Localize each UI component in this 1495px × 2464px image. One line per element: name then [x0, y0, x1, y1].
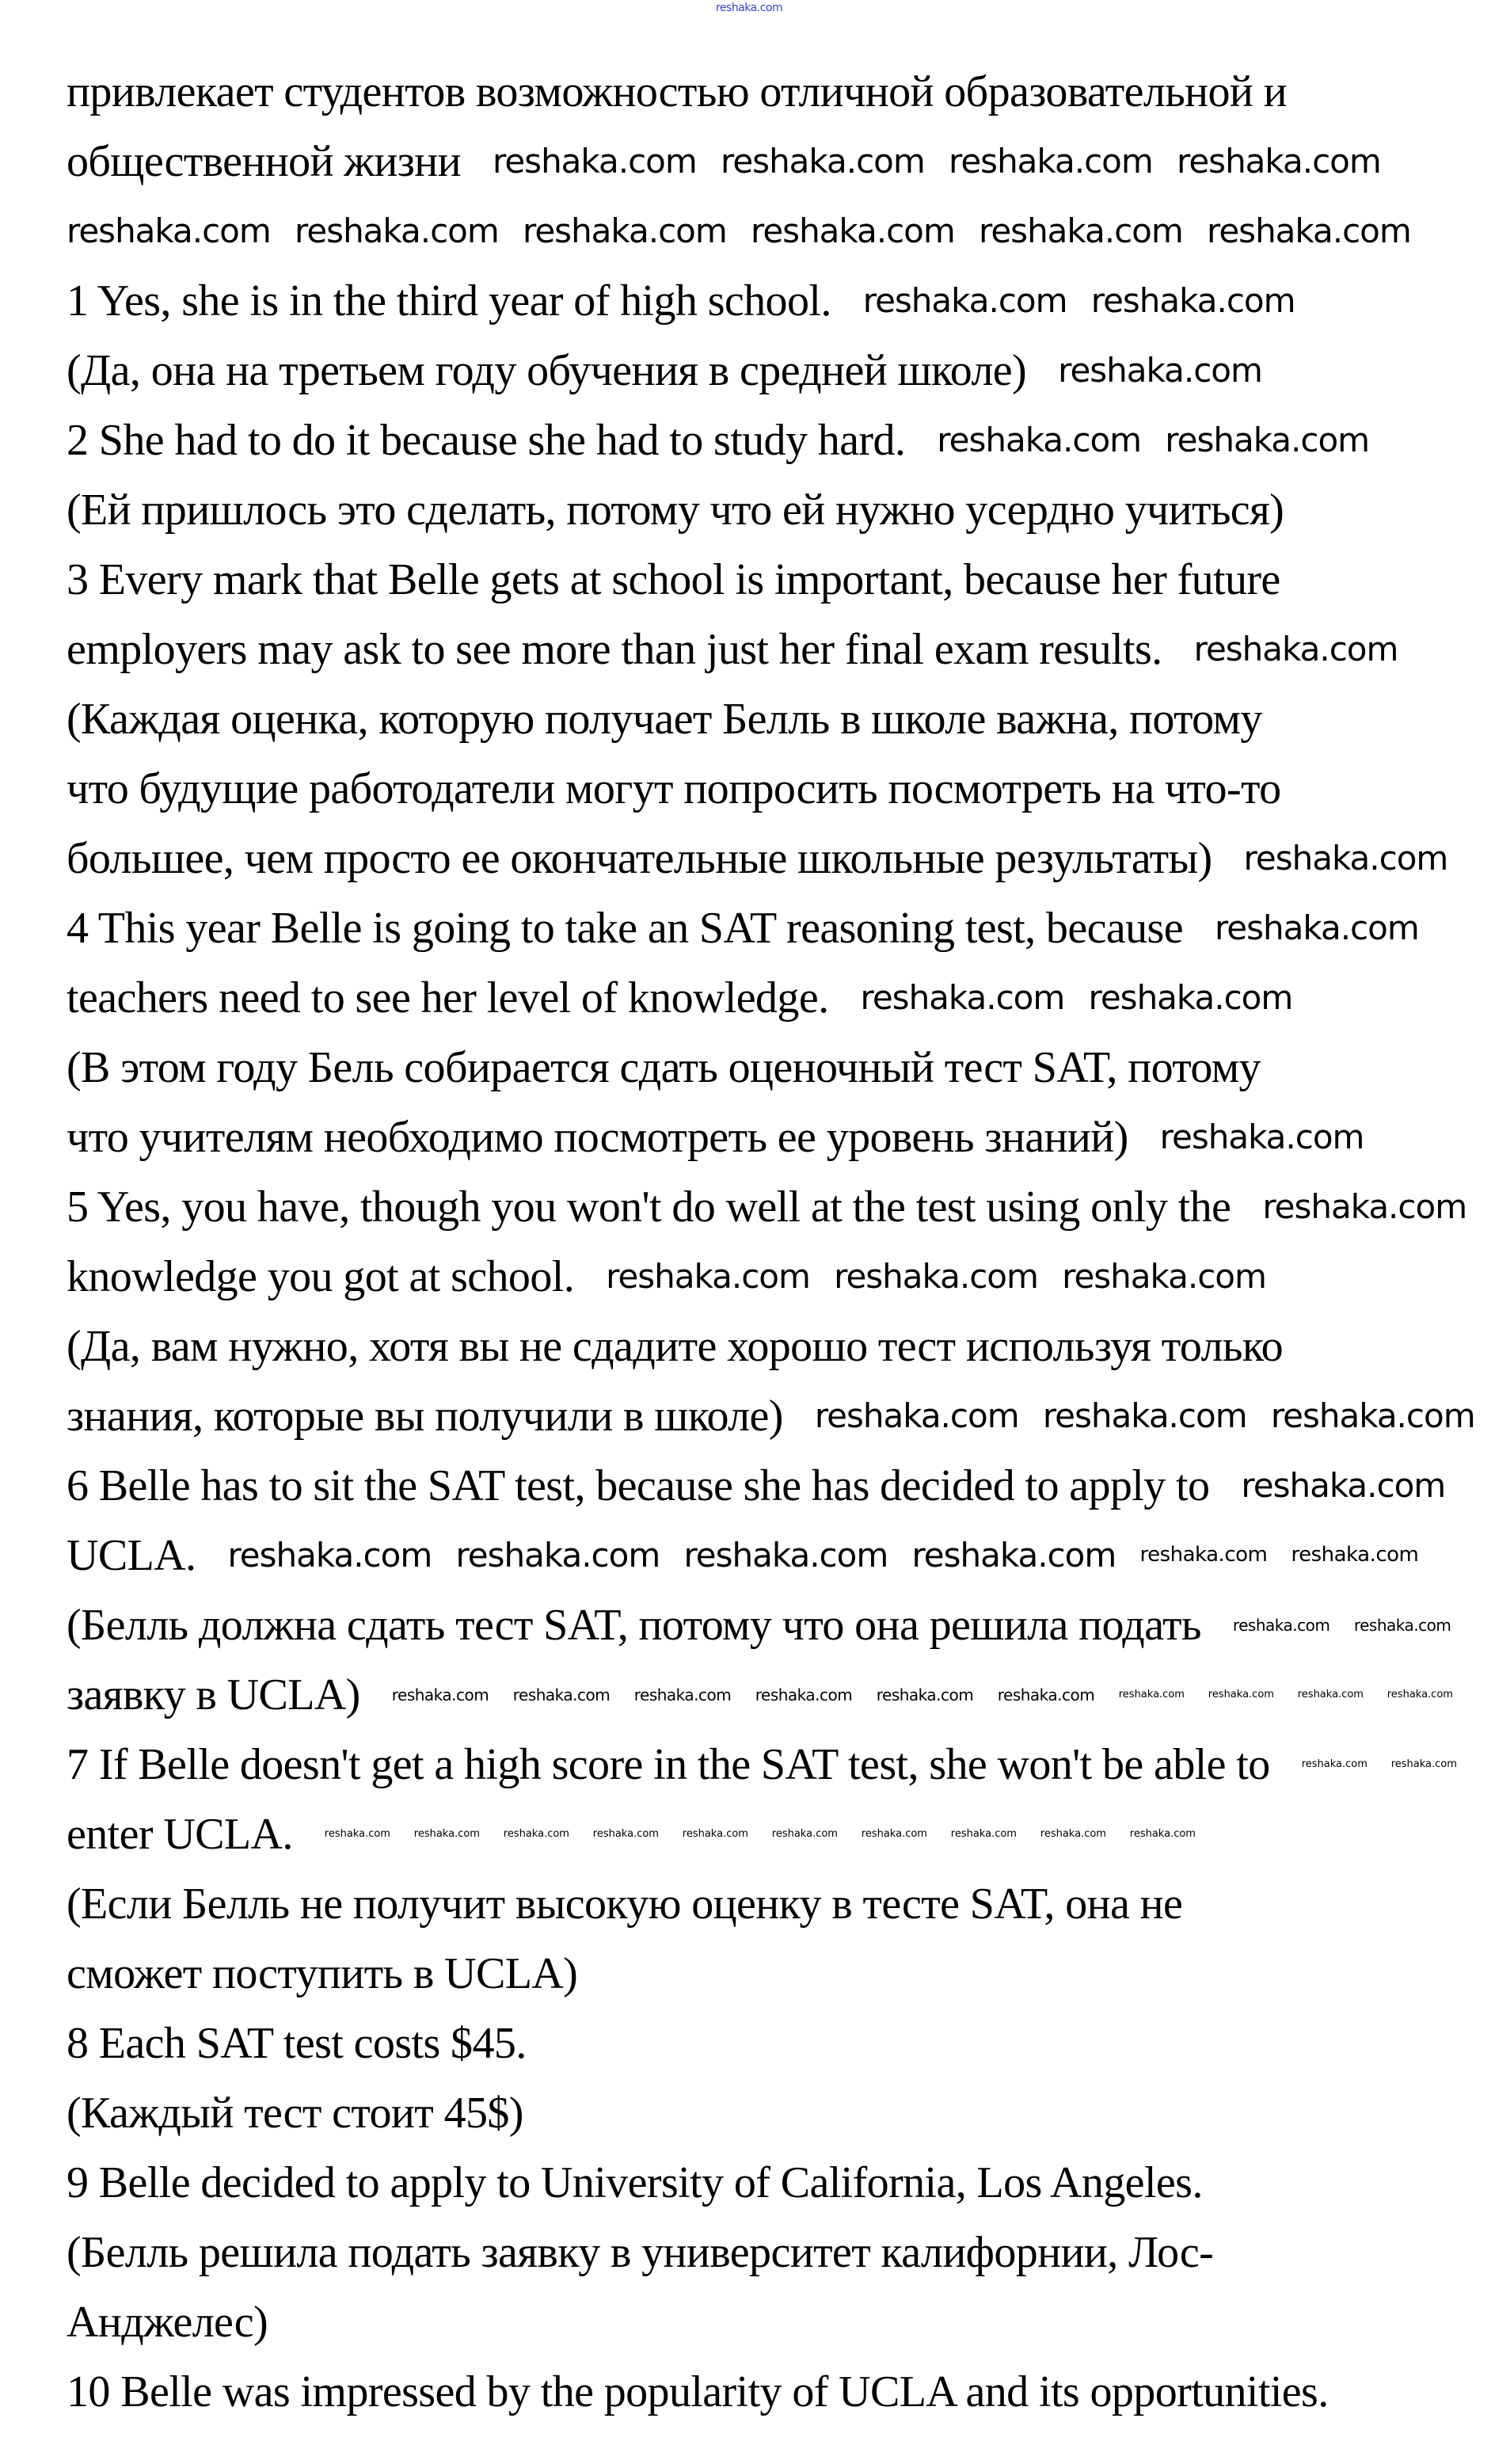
watermark: reshaka.com	[512, 1685, 611, 1704]
text-line: (Каждая оценка, которую получает Белль в школе важна, потому	[67, 695, 1262, 744]
watermark: reshaka.com	[1129, 1827, 1196, 1840]
text-line: 7 If Belle doesn't get a high score in the SAT test, she won't be able to	[67, 1740, 1270, 1789]
watermark: reshaka.com	[1387, 1688, 1453, 1700]
watermark: reshaka.com	[1390, 1758, 1457, 1770]
text-line: 4 This year Belle is going to take an SAT reasoning test, because	[67, 904, 1183, 953]
document-body	[67, 57, 1476, 2427]
watermark: reshaka.com	[1118, 1688, 1185, 1700]
watermark: reshaka.com	[1243, 839, 1448, 878]
text-line: (Да, она на третьем году обучения в средней школе)	[67, 346, 1027, 395]
watermark: reshaka.com	[1062, 1257, 1266, 1296]
watermark: reshaka.com	[834, 1257, 1038, 1296]
text-line: enter UCLA.	[67, 1810, 293, 1859]
watermark: reshaka.com	[295, 211, 499, 250]
watermark: reshaka.com	[683, 1536, 888, 1575]
text-line: заявку в UCLA)	[67, 1670, 360, 1719]
watermark: reshaka.com	[1207, 211, 1411, 250]
watermark: reshaka.com	[1193, 630, 1398, 668]
watermark: reshaka.com	[391, 1685, 489, 1704]
text-line: (Каждый тест стоит 45$)	[67, 2089, 523, 2138]
watermark: reshaka.com	[227, 1536, 432, 1575]
text-line: 3 Every mark that Belle gets at school is important, because her future	[67, 555, 1280, 604]
watermark: reshaka.com	[950, 1827, 1017, 1840]
watermark: reshaka.com	[413, 1827, 480, 1840]
watermark: reshaka.com	[876, 1685, 974, 1704]
watermark: reshaka.com	[523, 211, 727, 250]
watermark: reshaka.com	[860, 978, 1065, 1017]
watermark: reshaka.com	[1353, 1615, 1451, 1635]
text-line: 9 Belle decided to apply to University of California, Los Angeles.	[67, 2158, 1203, 2207]
watermark: reshaka.com	[721, 142, 925, 181]
text-line: (Да, вам нужно, хотя вы не сдадите хорошо тест используя только	[67, 1322, 1284, 1371]
watermark: reshaka.com	[949, 142, 1153, 181]
watermark: reshaka.com	[1177, 142, 1381, 181]
watermark: reshaka.com	[682, 1827, 748, 1840]
watermark: reshaka.com	[1297, 1688, 1364, 1700]
watermark: reshaka.com	[493, 142, 697, 181]
text-line: привлекает студентов возможностью отличной образовательной и	[67, 67, 1288, 116]
watermark: reshaka.com	[751, 211, 955, 250]
text-line: (Если Белль не получит высокую оценку в тесте SAT, она не	[67, 1879, 1183, 1929]
watermark: reshaka.com	[1241, 1466, 1446, 1505]
text-line: 5 Yes, you have, though you won't do well at the test using only the	[67, 1182, 1231, 1232]
watermark: reshaka.com	[1270, 1396, 1475, 1435]
watermark: reshaka.com	[633, 1685, 732, 1704]
watermark: reshaka.com	[1208, 1688, 1274, 1700]
watermark: reshaka.com	[1262, 1187, 1467, 1226]
watermark: reshaka.com	[1291, 1543, 1419, 1567]
watermark: reshaka.com	[606, 1257, 810, 1296]
watermark: reshaka.com	[862, 281, 1067, 320]
watermark: reshaka.com	[1042, 1396, 1247, 1435]
text-line: Анджелес)	[67, 2298, 268, 2347]
watermark: reshaka.com	[755, 1685, 853, 1704]
watermark: reshaka.com	[1139, 1543, 1268, 1567]
header-link[interactable]: reshaka.com	[716, 2, 783, 14]
text-line: (В этом году Бель собирается сдать оценочный тест SAT, потому	[67, 1043, 1261, 1092]
watermark: reshaka.com	[1301, 1758, 1368, 1770]
watermark: reshaka.com	[1232, 1615, 1330, 1635]
text-line: общественной жизни	[67, 137, 461, 186]
watermark: reshaka.com	[592, 1827, 659, 1840]
text-line: (Ей пришлось это сделать, потому что ей нужно усердно учиться)	[67, 486, 1284, 535]
text-line: 6 Belle has to sit the SAT test, because she has decided to apply to	[67, 1461, 1210, 1510]
text-line: что учителям необходимо посмотреть ее уровень знаний)	[67, 1113, 1128, 1162]
watermark: reshaka.com	[1088, 978, 1293, 1017]
watermark: reshaka.com	[67, 211, 271, 250]
watermark: reshaka.com	[1214, 908, 1419, 947]
text-line: 8 Each SAT test costs $45.	[67, 2019, 527, 2068]
text-line: 2 She had to do it because she had to study hard.	[67, 416, 906, 465]
text-line: employers may ask to see more than just her final exam results.	[67, 625, 1162, 674]
text-line: (Белль должна сдать тест SAT, потому что она решила подать	[67, 1601, 1201, 1650]
text-line: сможет поступить в UCLA)	[67, 1949, 578, 1998]
watermark: reshaka.com	[1058, 351, 1262, 390]
text-line: что будущие работодатели могут попросить посмотреть на что-то	[67, 764, 1281, 813]
watermark: reshaka.com	[1159, 1118, 1364, 1156]
watermark: reshaka.com	[997, 1685, 1095, 1704]
watermark: reshaka.com	[979, 211, 1183, 250]
watermark: reshaka.com	[1165, 421, 1370, 459]
watermark: reshaka.com	[1090, 281, 1295, 320]
text-line: (Белль решила подать заявку в университет калифорнии, Лос-	[67, 2228, 1214, 2277]
text-line: 10 Belle was impressed by the popularity of UCLA and its opportunities.	[67, 2367, 1329, 2416]
watermark: reshaka.com	[455, 1536, 660, 1575]
watermark: reshaka.com	[1040, 1827, 1106, 1840]
watermark: reshaka.com	[814, 1396, 1019, 1435]
text-line: UCLA.	[67, 1531, 196, 1580]
text-line: знания, которые вы получили в школе)	[67, 1392, 783, 1441]
watermark: reshaka.com	[937, 421, 1142, 459]
watermark: reshaka.com	[861, 1827, 927, 1840]
text-line: teachers need to see her level of knowledge.	[67, 973, 829, 1023]
text-line: knowledge you got at school.	[67, 1252, 575, 1301]
text-line: большее, чем просто ее окончательные школьные результаты)	[67, 834, 1212, 883]
text-line: 1 Yes, she is in the third year of high school.	[67, 276, 831, 326]
watermark: reshaka.com	[324, 1827, 390, 1840]
watermark: reshaka.com	[503, 1827, 569, 1840]
watermark: reshaka.com	[771, 1827, 838, 1840]
watermark: reshaka.com	[911, 1536, 1116, 1575]
